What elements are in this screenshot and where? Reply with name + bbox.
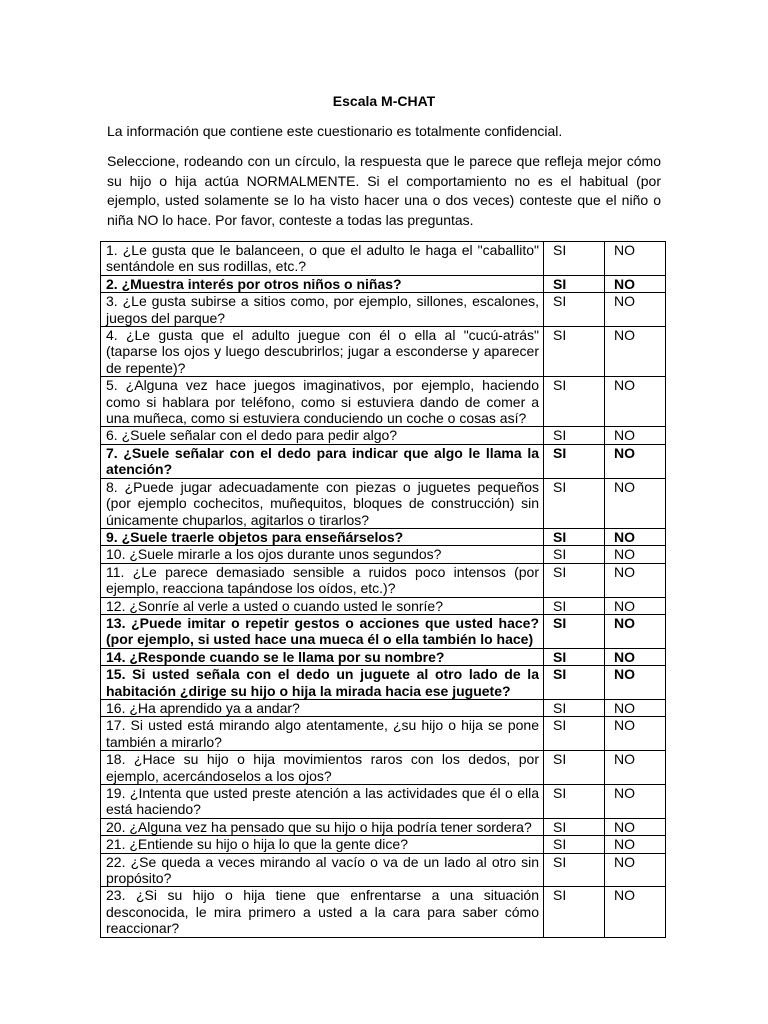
answer-no[interactable]: NO <box>605 887 666 937</box>
question-text: 23. ¿Si su hijo o hija tiene que enfrentarse a una situación desconocida, le mira primero a usted a la cara para saber cómo reaccionar? <box>101 887 544 937</box>
question-row <box>101 648 666 665</box>
question-row <box>101 528 666 545</box>
question-row <box>101 327 666 377</box>
answer-si[interactable]: SI <box>544 699 605 716</box>
question-text: 12. ¿Sonríe al verle a usted o cuando usted le sonríe? <box>101 597 544 614</box>
answer-no[interactable]: NO <box>605 614 666 648</box>
question-text: 18. ¿Hace su hijo o hija movimientos raros con los dedos, por ejemplo, acercándoselos a los ojos? <box>101 751 544 785</box>
question-row <box>101 785 666 819</box>
question-row <box>101 293 666 327</box>
answer-si[interactable]: SI <box>544 478 605 528</box>
question-row <box>101 597 666 614</box>
question-row <box>101 836 666 853</box>
answer-no[interactable]: NO <box>605 546 666 563</box>
answer-si[interactable]: SI <box>544 528 605 545</box>
question-text: 1. ¿Le gusta que le balanceen, o que el adulto le haga el "caballito" sentándole en sus rodillas, etc.? <box>101 242 544 276</box>
question-row <box>101 751 666 785</box>
answer-si[interactable]: SI <box>544 377 605 427</box>
answer-no[interactable]: NO <box>605 293 666 327</box>
answer-no[interactable]: NO <box>605 785 666 819</box>
question-text: 6. ¿Suele señalar con el dedo para pedir algo? <box>101 427 544 444</box>
intro-paragraph: La información que contiene este cuestionario es totalmente confidencial. <box>107 123 563 139</box>
answer-no[interactable]: NO <box>605 666 666 700</box>
question-row <box>101 818 666 835</box>
question-row <box>101 546 666 563</box>
answer-no[interactable]: NO <box>605 597 666 614</box>
answer-si[interactable]: SI <box>544 887 605 937</box>
answer-si[interactable]: SI <box>544 597 605 614</box>
question-text: 20. ¿Alguna vez ha pensado que su hijo o hija podría tener sordera? <box>101 818 544 835</box>
answer-si[interactable]: SI <box>544 293 605 327</box>
question-text: 14. ¿Responde cuando se le llama por su nombre? <box>101 648 544 665</box>
instructions-paragraph: Seleccione, rodeando con un círculo, la respuesta que le parece que refleja mejor cómo su hijo o hija actúa NORMALMENTE. Si el comportamiento no es el habitual (por ejemplo, usted solamente se lo ha visto hacer una o dos veces) conteste que el niño o niña NO lo hace. Por favor, conteste a todas las preguntas. <box>107 153 661 228</box>
answer-no[interactable]: NO <box>605 528 666 545</box>
question-text: 8. ¿Puede jugar adecuadamente con piezas o juguetes pequeños (por ejemplo cochecitos, muñequitos, bloques de construcción) sin únicamente chuparlos, agitarlos o tirarlos? <box>101 478 544 528</box>
answer-si[interactable]: SI <box>544 717 605 751</box>
question-text: 19. ¿Intenta que usted preste atención a las actividades que él o ella está haciendo? <box>101 785 544 819</box>
question-text: 5. ¿Alguna vez hace juegos imaginativos, por ejemplo, haciendo como si hablara por teléfono, como si estuviera dando de comer a una muñeca, como si estuviera conduciendo un coche o cosas así? <box>101 377 544 427</box>
question-text: 7. ¿Suele señalar con el dedo para indicar que algo le llama la atención? <box>101 444 544 478</box>
question-row <box>101 242 666 276</box>
question-row <box>101 666 666 700</box>
question-text: 17. Si usted está mirando algo atentamente, ¿su hijo o hija se pone también a mirarlo? <box>101 717 544 751</box>
answer-si[interactable]: SI <box>544 563 605 597</box>
answer-si[interactable]: SI <box>544 751 605 785</box>
answer-si[interactable]: SI <box>544 785 605 819</box>
question-text: 9. ¿Suele traerle objetos para enseñárselos? <box>101 528 544 545</box>
answer-no[interactable]: NO <box>605 853 666 887</box>
question-text: 4. ¿Le gusta que el adulto juegue con él o ella al "cucú-atrás" (taparse los ojos y luego descubrirlos; jugar a esconderse y aparecer de repente)? <box>101 327 544 377</box>
question-text: 16. ¿Ha aprendido ya a andar? <box>101 699 544 716</box>
answer-si[interactable]: SI <box>544 836 605 853</box>
answer-no[interactable]: NO <box>605 836 666 853</box>
question-row <box>101 717 666 751</box>
answer-no[interactable]: NO <box>605 478 666 528</box>
answer-no[interactable]: NO <box>605 444 666 478</box>
question-row <box>101 427 666 444</box>
answer-no[interactable]: NO <box>605 751 666 785</box>
answer-no[interactable]: NO <box>605 377 666 427</box>
question-text: 13. ¿Puede imitar o repetir gestos o acciones que usted hace? (por ejemplo, si usted hace una mueca él o ella también lo hace) <box>101 614 544 648</box>
question-row <box>101 853 666 887</box>
answer-si[interactable]: SI <box>544 546 605 563</box>
answer-no[interactable]: NO <box>605 427 666 444</box>
question-row <box>101 614 666 648</box>
answer-no[interactable]: NO <box>605 717 666 751</box>
answer-si[interactable]: SI <box>544 614 605 648</box>
answer-si[interactable]: SI <box>544 427 605 444</box>
question-row <box>101 377 666 427</box>
document-title: Escala M-CHAT <box>332 93 436 109</box>
question-text: 21. ¿Entiende su hijo o hija lo que la gente dice? <box>101 836 544 853</box>
question-row <box>101 478 666 528</box>
answer-si[interactable]: SI <box>544 666 605 700</box>
question-row <box>101 887 666 937</box>
answer-si[interactable]: SI <box>544 242 605 276</box>
question-row <box>101 563 666 597</box>
answer-si[interactable]: SI <box>544 818 605 835</box>
answer-no[interactable]: NO <box>605 699 666 716</box>
answer-si[interactable]: SI <box>544 648 605 665</box>
question-text: 2. ¿Muestra interés por otros niños o niñas? <box>101 275 544 292</box>
answer-no[interactable]: NO <box>605 563 666 597</box>
answer-no[interactable]: NO <box>605 818 666 835</box>
answer-si[interactable]: SI <box>544 275 605 292</box>
question-row <box>101 699 666 716</box>
question-text: 15. Si usted señala con el dedo un juguete al otro lado de la habitación ¿dirige su hijo o hija la mirada hacia ese juguete? <box>101 666 544 700</box>
question-text: 10. ¿Suele mirarle a los ojos durante unos segundos? <box>101 546 544 563</box>
question-text: 3. ¿Le gusta subirse a sitios como, por ejemplo, sillones, escalones, juegos del parque? <box>101 293 544 327</box>
question-text: 11. ¿Le parece demasiado sensible a ruidos poco intensos (por ejemplo, reacciona tapándose los oídos, etc.)? <box>101 563 544 597</box>
question-text: 22. ¿Se queda a veces mirando al vacío o va de un lado al otro sin propósito? <box>101 853 544 887</box>
answer-no[interactable]: NO <box>605 242 666 276</box>
answer-si[interactable]: SI <box>544 327 605 377</box>
questionnaire-body <box>101 242 666 938</box>
answer-no[interactable]: NO <box>605 275 666 292</box>
question-row <box>101 275 666 292</box>
answer-no[interactable]: NO <box>605 648 666 665</box>
question-row <box>101 444 666 478</box>
answer-si[interactable]: SI <box>544 444 605 478</box>
questionnaire-table <box>100 241 666 938</box>
answer-si[interactable]: SI <box>544 853 605 887</box>
answer-no[interactable]: NO <box>605 327 666 377</box>
